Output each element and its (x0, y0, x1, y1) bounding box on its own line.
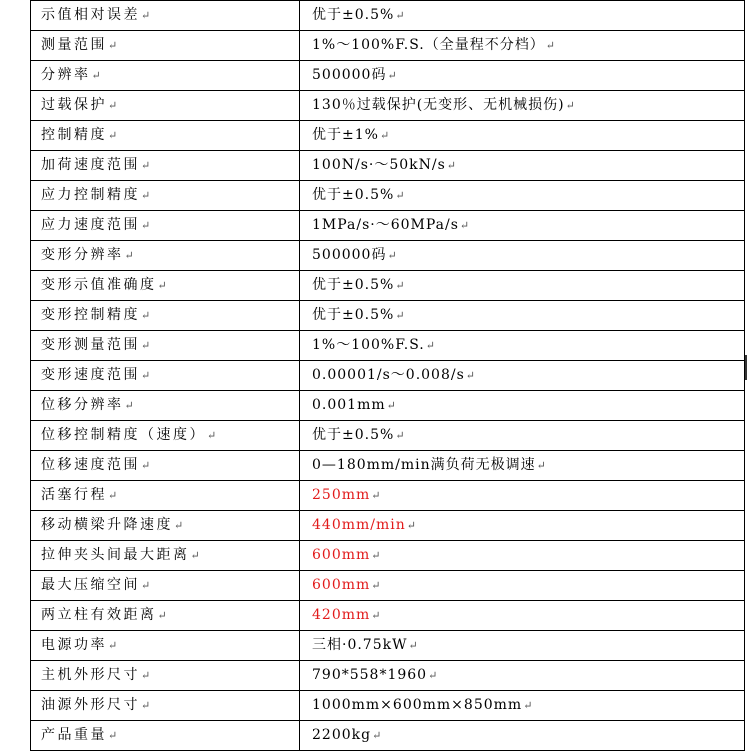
spec-value: 优于±0.5% (312, 277, 395, 293)
spec-label-cell (31, 211, 300, 241)
spec-value: 420mm (312, 607, 371, 623)
paragraph-mark-icon: ↵ (141, 189, 151, 202)
spec-label-cell (31, 151, 300, 181)
paragraph-mark-icon: ↵ (387, 69, 397, 82)
table-row (31, 331, 745, 361)
spec-label-cell (31, 541, 300, 571)
spec-value-cell (300, 481, 745, 511)
spec-label-cell (31, 721, 300, 751)
spec-label: 拉伸夹头间最大距离 (41, 547, 190, 563)
paragraph-mark-icon: ↵ (425, 339, 435, 352)
spec-label: 产品重量 (41, 727, 107, 743)
spec-value-cell (300, 61, 745, 91)
spec-label: 变形测量范围 (41, 337, 140, 353)
spec-label: 移动横梁升降速度 (41, 517, 173, 533)
paragraph-mark-icon: ↵ (565, 99, 575, 112)
paragraph-mark-icon: ↵ (108, 99, 118, 112)
table-row (31, 91, 745, 121)
spec-label: 测量范围 (41, 37, 107, 53)
table-row (31, 541, 745, 571)
spec-value-cell (300, 421, 745, 451)
paragraph-mark-icon: ↵ (108, 39, 118, 52)
paragraph-mark-icon: ↵ (157, 279, 167, 292)
spec-label-cell (31, 451, 300, 481)
spec-value: 0—180mm/min满负荷无极调速 (312, 457, 536, 473)
table-row (31, 241, 745, 271)
spec-label-cell (31, 361, 300, 391)
table-row (31, 661, 745, 691)
spec-value: 优于±0.5% (312, 187, 395, 203)
spec-value: 1%～100%F.S. (312, 337, 425, 353)
paragraph-mark-icon: ↵ (379, 129, 390, 142)
paragraph-mark-icon: ↵ (108, 729, 118, 742)
spec-label-cell (31, 241, 300, 271)
spec-value-cell (300, 541, 745, 571)
spec-value-cell (300, 31, 745, 61)
spec-label: 变形控制精度 (41, 307, 140, 323)
paragraph-mark-icon: ↵ (465, 369, 475, 382)
paragraph-mark-icon: ↵ (545, 39, 555, 52)
table-row (31, 181, 745, 211)
paragraph-mark-icon: ↵ (141, 219, 151, 232)
spec-value: 优于±1% (312, 127, 379, 143)
spec-label: 电源功率 (41, 637, 107, 653)
table-row (31, 301, 745, 331)
paragraph-mark-icon: ↵ (428, 669, 438, 682)
table-row (31, 631, 745, 661)
paragraph-mark-icon: ↵ (371, 579, 381, 592)
spec-value-cell (300, 691, 745, 721)
paragraph-mark-icon: ↵ (141, 369, 151, 382)
spec-value-cell (300, 271, 745, 301)
spec-value-cell (300, 211, 745, 241)
spec-label-cell (31, 601, 300, 631)
paragraph-mark-icon: ↵ (91, 69, 101, 82)
spec-label-cell (31, 271, 300, 301)
spec-label-cell (31, 31, 300, 61)
spec-value: 440mm/min (312, 517, 406, 533)
paragraph-mark-icon: ↵ (371, 549, 381, 562)
spec-label: 示值相对误差 (41, 7, 140, 23)
paragraph-mark-icon: ↵ (141, 459, 151, 472)
paragraph-mark-icon: ↵ (141, 579, 151, 592)
table-row (31, 481, 745, 511)
spec-table (30, 0, 745, 751)
spec-value-cell (300, 661, 745, 691)
spec-label-cell (31, 481, 300, 511)
paragraph-mark-icon: ↵ (207, 429, 217, 442)
table-row (31, 151, 745, 181)
table-row (31, 361, 745, 391)
spec-label: 加荷速度范围 (41, 157, 140, 173)
table-row (31, 391, 745, 421)
table-row (31, 691, 745, 721)
table-row (31, 721, 745, 751)
spec-value-cell (300, 91, 745, 121)
spec-value-cell (300, 631, 745, 661)
paragraph-mark-icon: ↵ (395, 189, 405, 202)
spec-value-cell (300, 361, 745, 391)
paragraph-mark-icon: ↵ (459, 219, 470, 232)
spec-table-body (31, 1, 745, 751)
text-cursor-marker (745, 355, 747, 380)
spec-label-cell (31, 631, 300, 661)
table-row (31, 451, 745, 481)
paragraph-mark-icon: ↵ (395, 429, 405, 442)
spec-value-cell (300, 121, 745, 151)
paragraph-mark-icon: ↵ (371, 489, 381, 502)
paragraph-mark-icon: ↵ (386, 399, 396, 412)
spec-value: 0.001mm (312, 397, 386, 413)
spec-label-cell (31, 421, 300, 451)
spec-value-cell (300, 241, 745, 271)
spec-label: 控制精度 (41, 127, 107, 143)
spec-label: 位移分辨率 (41, 397, 124, 413)
paragraph-mark-icon: ↵ (446, 159, 456, 172)
spec-value-cell (300, 151, 745, 181)
spec-label-cell (31, 511, 300, 541)
spec-label-cell (31, 391, 300, 421)
spec-label-cell (31, 331, 300, 361)
spec-value: 100N/s·～50kN/s (312, 157, 446, 173)
spec-value: 250mm (312, 487, 371, 503)
paragraph-mark-icon: ↵ (141, 669, 151, 682)
spec-value: 三相·0.75kW (312, 637, 408, 653)
spec-label: 变形速度范围 (41, 367, 140, 383)
spec-label: 活塞行程 (41, 487, 107, 503)
table-row (31, 1, 745, 31)
paragraph-mark-icon: ↵ (387, 249, 397, 262)
spec-label: 位移速度范围 (41, 457, 140, 473)
table-row (31, 511, 745, 541)
spec-label: 应力速度范围 (41, 217, 140, 233)
spec-value: 1000mm×600mm×850mm (312, 697, 523, 713)
spec-label: 位移控制精度（速度） (41, 427, 206, 443)
paragraph-mark-icon: ↵ (141, 159, 151, 172)
paragraph-mark-icon: ↵ (108, 129, 118, 142)
paragraph-mark-icon: ↵ (157, 609, 167, 622)
spec-label: 两立柱有效距离 (41, 607, 157, 623)
table-row (31, 271, 745, 301)
spec-label-cell (31, 691, 300, 721)
spec-value: 0.00001/s～0.008/s (312, 367, 465, 383)
spec-label-cell (31, 661, 300, 691)
spec-label: 主机外形尺寸 (41, 667, 140, 683)
spec-value: 600mm (312, 547, 371, 563)
spec-label-cell (31, 301, 300, 331)
spec-value-cell (300, 181, 745, 211)
spec-value: 优于±0.5% (312, 7, 395, 23)
paragraph-mark-icon: ↵ (141, 339, 151, 352)
paragraph-mark-icon: ↵ (141, 9, 151, 22)
spec-value-cell (300, 451, 745, 481)
spec-label: 应力控制精度 (41, 187, 140, 203)
table-row (31, 121, 745, 151)
spec-label: 变形示值准确度 (41, 277, 157, 293)
spec-label-cell (31, 1, 300, 31)
spec-value: 600mm (312, 577, 371, 593)
table-row (31, 61, 745, 91)
spec-label-cell (31, 91, 300, 121)
paragraph-mark-icon: ↵ (174, 519, 184, 532)
paragraph-mark-icon: ↵ (523, 699, 533, 712)
table-row (31, 601, 745, 631)
paragraph-mark-icon: ↵ (190, 549, 200, 562)
paragraph-mark-icon: ↵ (395, 9, 405, 22)
paragraph-mark-icon: ↵ (124, 399, 134, 412)
spec-label: 最大压缩空间 (41, 577, 140, 593)
spec-label: 变形分辨率 (41, 247, 124, 263)
spec-label: 过载保护 (41, 97, 107, 113)
spec-value: 2200kg (312, 727, 372, 743)
paragraph-mark-icon: ↵ (108, 489, 118, 502)
paragraph-mark-icon: ↵ (372, 729, 382, 742)
paragraph-mark-icon: ↵ (141, 699, 151, 712)
spec-label-cell (31, 121, 300, 151)
spec-value: 1MPa/s·～60MPa/s (312, 217, 459, 233)
spec-value: 130％过载保护(无变形、无机械损伤) (312, 97, 565, 113)
table-row (31, 211, 745, 241)
spec-value-cell (300, 301, 745, 331)
spec-value-cell (300, 601, 745, 631)
spec-value: 500000码 (312, 67, 387, 83)
spec-value-cell (300, 391, 745, 421)
spec-value-cell (300, 1, 745, 31)
spec-value: 优于±0.5% (312, 427, 395, 443)
paragraph-mark-icon: ↵ (536, 459, 546, 472)
paragraph-mark-icon: ↵ (371, 609, 381, 622)
spec-value: 1%～100%F.S.（全量程不分档） (312, 37, 545, 53)
paragraph-mark-icon: ↵ (395, 279, 405, 292)
paragraph-mark-icon: ↵ (108, 639, 118, 652)
spec-label: 分辨率 (41, 67, 91, 83)
spec-label-cell (31, 61, 300, 91)
paragraph-mark-icon: ↵ (395, 309, 405, 322)
paragraph-mark-icon: ↵ (408, 639, 418, 652)
spec-label-cell (31, 181, 300, 211)
spec-label: 油源外形尺寸 (41, 697, 140, 713)
spec-value: 500000码 (312, 247, 387, 263)
paragraph-mark-icon: ↵ (406, 519, 416, 532)
spec-value: 优于±0.5% (312, 307, 395, 323)
spec-value-cell (300, 721, 745, 751)
paragraph-mark-icon: ↵ (124, 249, 134, 262)
spec-label-cell (31, 571, 300, 601)
table-row (31, 31, 745, 61)
spec-value: 790*558*1960 (312, 667, 428, 683)
spec-value-cell (300, 511, 745, 541)
table-row (31, 421, 745, 451)
paragraph-mark-icon: ↵ (141, 309, 151, 322)
spec-value-cell (300, 571, 745, 601)
table-row (31, 571, 745, 601)
spec-value-cell (300, 331, 745, 361)
